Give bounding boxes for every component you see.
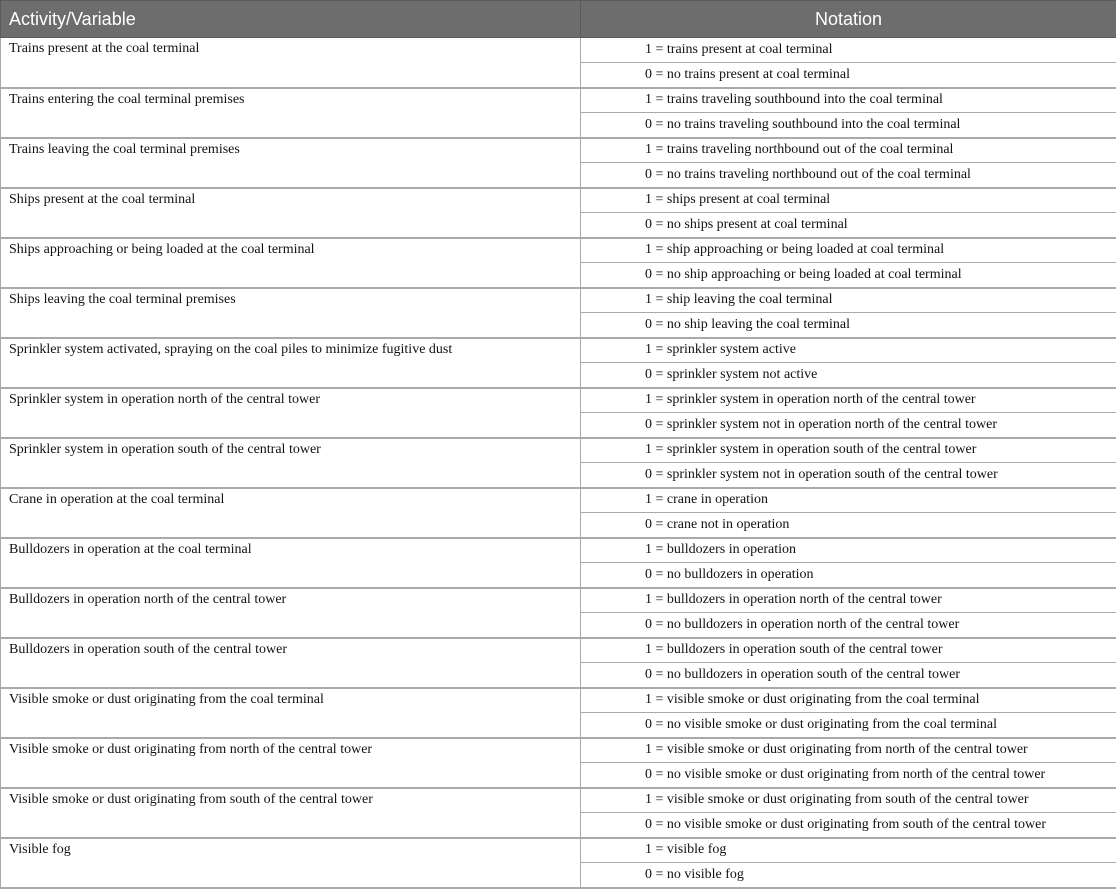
notation-one-cell: 1 = ship leaving the coal terminal [581,288,1116,313]
activity-variable-cell: Ships approaching or being loaded at the coal terminal [1,238,581,288]
notation-one-cell: 1 = bulldozers in operation south of the central tower [581,638,1116,663]
header-activity-variable: Activity/Variable [1,1,581,38]
notation-zero-cell: 0 = sprinkler system not in operation north of the central tower [581,413,1116,438]
notation-one-cell: 1 = sprinkler system in operation south of the central tower [581,438,1116,463]
activity-variable-cell: Trains entering the coal terminal premises [1,88,581,138]
notation-one-cell: 1 = trains present at coal terminal [581,38,1116,63]
table-row [1,688,1116,713]
notation-zero-cell: 0 = no trains traveling northbound out of the coal terminal [581,163,1116,188]
table-body [1,38,1116,888]
notation-zero-cell: 0 = no ship leaving the coal terminal [581,313,1116,338]
activity-variable-cell: Visible smoke or dust originating from north of the central tower [1,738,581,788]
header-notation: Notation [581,1,1116,38]
notation-zero-cell: 0 = sprinkler system not active [581,363,1116,388]
notation-one-cell: 1 = trains traveling southbound into the coal terminal [581,88,1116,113]
activity-variable-cell: Bulldozers in operation north of the central tower [1,588,581,638]
notation-zero-cell: 0 = no ship approaching or being loaded at coal terminal [581,263,1116,288]
table-row [1,538,1116,563]
table-row [1,238,1116,263]
notation-zero-cell: 0 = no bulldozers in operation north of the central tower [581,613,1116,638]
table-row [1,638,1116,663]
notation-one-cell: 1 = ship approaching or being loaded at coal terminal [581,238,1116,263]
notation-zero-cell: 0 = no visible smoke or dust originating from north of the central tower [581,763,1116,788]
table-row [1,488,1116,513]
table-row [1,38,1116,63]
table-row [1,88,1116,113]
table-row [1,338,1116,363]
header-row [1,1,1116,38]
notation-one-cell: 1 = bulldozers in operation [581,538,1116,563]
activity-variable-cell: Ships leaving the coal terminal premises [1,288,581,338]
activity-variable-cell: Visible smoke or dust originating from south of the central tower [1,788,581,838]
table-row [1,788,1116,813]
table-row [1,588,1116,613]
notation-one-cell: 1 = bulldozers in operation north of the central tower [581,588,1116,613]
table-row [1,438,1116,463]
table-row [1,738,1116,763]
notation-zero-cell: 0 = no visible smoke or dust originating from the coal terminal [581,713,1116,738]
notation-zero-cell: 0 = no visible smoke or dust originating from south of the central tower [581,813,1116,838]
notation-zero-cell: 0 = no trains present at coal terminal [581,63,1116,88]
notation-one-cell: 1 = ships present at coal terminal [581,188,1116,213]
activity-variable-cell: Trains leaving the coal terminal premises [1,138,581,188]
notation-zero-cell: 0 = crane not in operation [581,513,1116,538]
notation-one-cell: 1 = visible fog [581,838,1116,863]
notation-one-cell: 1 = visible smoke or dust originating from south of the central tower [581,788,1116,813]
table-row [1,288,1116,313]
activity-variable-cell: Crane in operation at the coal terminal [1,488,581,538]
notation-one-cell: 1 = trains traveling northbound out of the coal terminal [581,138,1116,163]
notation-zero-cell: 0 = no ships present at coal terminal [581,213,1116,238]
table-row [1,138,1116,163]
activity-variable-cell: Ships present at the coal terminal [1,188,581,238]
table-row [1,388,1116,413]
notation-zero-cell: 0 = no bulldozers in operation [581,563,1116,588]
table-row [1,188,1116,213]
activity-variable-cell: Bulldozers in operation at the coal terminal [1,538,581,588]
activity-variable-cell: Sprinkler system in operation north of the central tower [1,388,581,438]
notation-zero-cell: 0 = no trains traveling southbound into the coal terminal [581,113,1116,138]
notation-one-cell: 1 = visible smoke or dust originating from north of the central tower [581,738,1116,763]
activity-variable-cell: Sprinkler system in operation south of the central tower [1,438,581,488]
activity-variable-cell: Trains present at the coal terminal [1,38,581,88]
notation-one-cell: 1 = visible smoke or dust originating from the coal terminal [581,688,1116,713]
notation-one-cell: 1 = sprinkler system in operation north of the central tower [581,388,1116,413]
table-row [1,838,1116,863]
notation-one-cell: 1 = sprinkler system active [581,338,1116,363]
activity-variable-cell: Sprinkler system activated, spraying on the coal piles to minimize fugitive dust [1,338,581,388]
notation-zero-cell: 0 = no bulldozers in operation south of the central tower [581,663,1116,688]
notation-zero-cell: 0 = sprinkler system not in operation south of the central tower [581,463,1116,488]
activity-variable-cell: Visible smoke or dust originating from the coal terminal [1,688,581,738]
activity-variable-cell: Visible fog [1,838,581,888]
notation-zero-cell: 0 = no visible fog [581,863,1116,888]
notation-one-cell: 1 = crane in operation [581,488,1116,513]
activity-variable-cell: Bulldozers in operation south of the central tower [1,638,581,688]
